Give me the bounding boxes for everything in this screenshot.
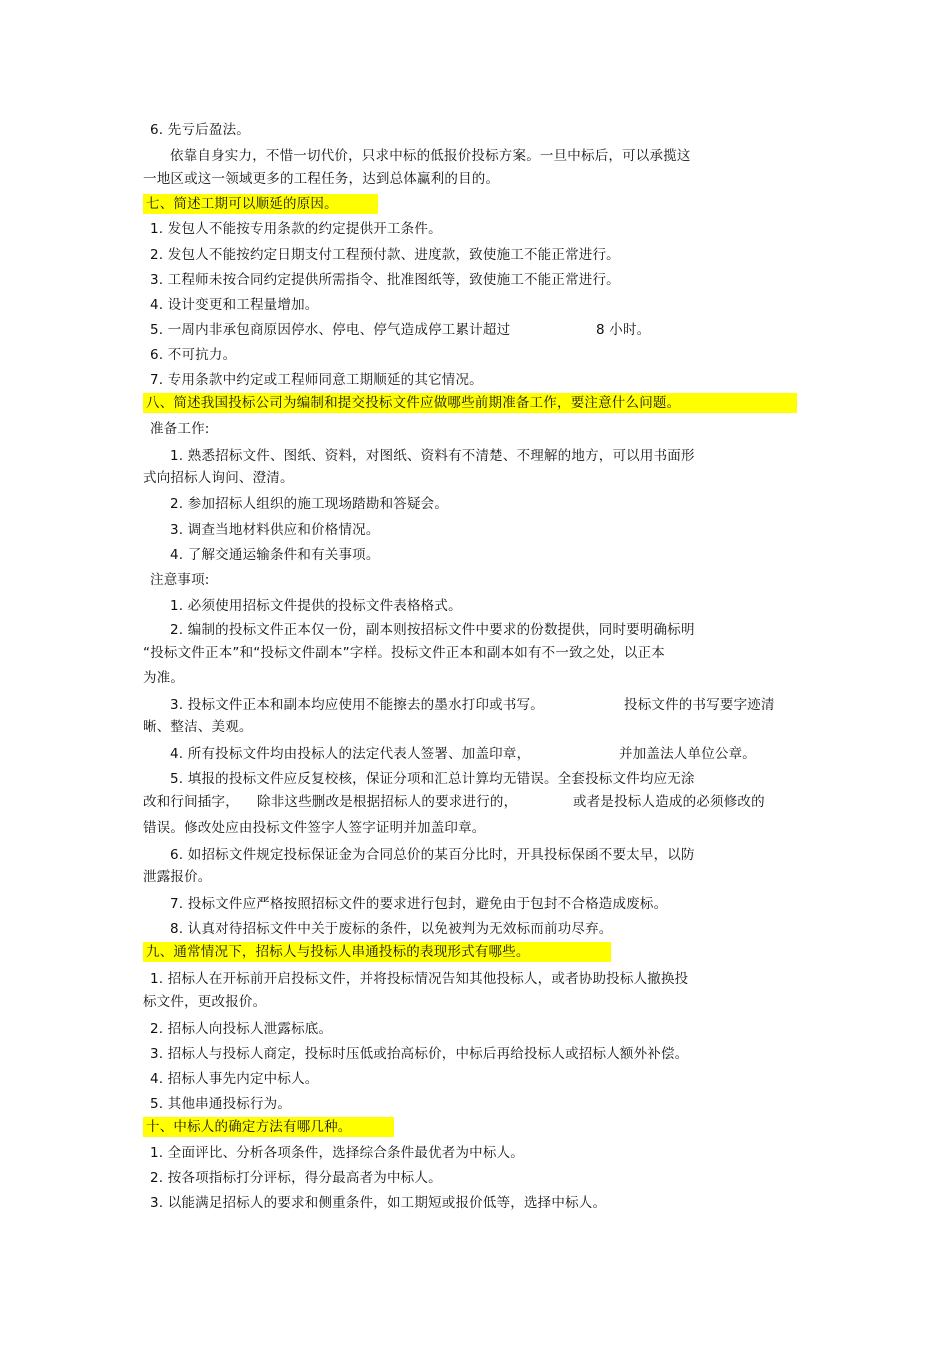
paragraph-line: 依靠自身实力，不惜一切代价，只求中标的低报价投标方案。一旦中标后，可以承揽这 (170, 148, 691, 164)
list-item: 2. 编制的投标文件正本仅一份，副本则按招标文件中要求的份数提供，同时要明确标明 (170, 622, 695, 638)
list-item: 2. 招标人向投标人泄露标底。 (150, 1021, 333, 1037)
list-item-continuation: “投标文件正本”和“投标文件副本”字样。投标文件正本和副本如有不一致之处，以正本 (143, 645, 665, 661)
subheading: 注意事项: (150, 572, 210, 588)
list-item: 4. 招标人事先内定中标人。 (150, 1071, 319, 1087)
list-item-continuation: 并加盖法人单位公章。 (619, 746, 756, 762)
list-item-continuation: 为准。 (143, 670, 185, 686)
list-item: 5. 填报的投标文件应反复校核，保证分项和汇总计算均无错误。全套投标文件均应无涂 (170, 771, 695, 787)
list-item: 4. 所有投标文件均由投标人的法定代表人签署、加盖印章， (170, 746, 531, 762)
subheading: 准备工作: (150, 421, 210, 437)
list-item-continuation: 晰、整洁、美观。 (143, 719, 253, 735)
list-item: 4. 了解交通运输条件和有关事项。 (170, 547, 380, 563)
list-item: 3. 招标人与投标人商定，投标时压低或抬高标价，中标后再给投标人或招标人额外补偿。 (150, 1046, 689, 1062)
list-item: 3. 工程师未按合同约定提供所需指令、批准图纸等，致使施工不能正常进行。 (150, 272, 620, 288)
list-item: 5. 其他串通投标行为。 (150, 1096, 292, 1112)
list-item: 2. 发包人不能按约定日期支付工程预付款、进度款，致使施工不能正常进行。 (150, 247, 620, 263)
list-item-continuation: 改和行间插字， (143, 794, 239, 810)
list-item: 2. 按各项指标打分评标，得分最高者为中标人。 (150, 1170, 442, 1186)
list-item: 6. 先亏后盈法。 (150, 122, 250, 138)
list-item: 2. 参加招标人组织的施工现场踏勘和答疑会。 (170, 496, 449, 512)
list-item-continuation: 投标文件的书写要字迹清 (624, 697, 775, 713)
list-item: 1. 发包人不能按专用条款的约定提供开工条件。 (150, 221, 442, 237)
list-item: 6. 如招标文件规定投标保证金为合同总价的某百分比时，开具投标保函不要太早，以防 (170, 847, 695, 863)
list-item: 7. 投标文件应严格按照招标文件的要求进行包封，避免由于包封不合格造成废标。 (170, 896, 668, 912)
list-item-continuation: 或者是投标人造成的必须修改的 (573, 794, 765, 810)
list-item: 5. 一周内非承包商原因停水、停电、停气造成停工累计超过 (150, 322, 511, 338)
list-item-continuation: 除非这些删改是根据招标人的要求进行的， (257, 794, 518, 810)
list-item: 1. 招标人在开标前开启投标文件，并将投标情况告知其他投标人，或者协助投标人撤换投 (150, 971, 689, 987)
list-item: 1. 全面评比、分析各项条件，选择综合条件最优者为中标人。 (150, 1145, 524, 1161)
list-item: 1. 熟悉招标文件、图纸、资料，对图纸、资料有不清楚、不理解的地方，可以用书面形 (170, 448, 695, 464)
list-item: 6. 不可抗力。 (150, 347, 237, 363)
list-item: 1. 必须使用招标文件提供的投标文件表格格式。 (170, 598, 462, 614)
list-item: 8. 认真对待招标文件中关于废标的条件，以免被判为无效标而前功尽弃。 (170, 921, 613, 937)
list-item: 4. 设计变更和工程量增加。 (150, 297, 319, 313)
list-item: 7. 专用条款中约定或工程师同意工期顺延的其它情况。 (150, 372, 483, 388)
list-item-continuation: 泄露报价。 (143, 869, 212, 885)
list-item: 3. 投标文件正本和副本均应使用不能擦去的墨水打印或书写。 (170, 697, 544, 713)
section-heading-8: 八、简述我国投标公司为编制和提交投标文件应做哪些前期准备工作，要注意什么问题。 (143, 393, 797, 413)
paragraph-line: 一地区或这一领域更多的工程任务，达到总体赢利的目的。 (143, 171, 500, 187)
section-heading-7: 七、简述工期可以顺延的原因。 (143, 194, 378, 214)
list-item-continuation: 式向招标人询问、澄清。 (143, 470, 294, 486)
list-item: 3. 以能满足招标人的要求和侧重条件，如工期短或报价低等，选择中标人。 (150, 1195, 607, 1211)
list-item: 3. 调查当地材料供应和价格情况。 (170, 522, 380, 538)
section-heading-9: 九、通常情况下，招标人与投标人串通投标的表现形式有哪些。 (143, 942, 611, 962)
list-item-continuation: 标文件，更改报价。 (143, 994, 267, 1010)
list-item-continuation: 8 小时。 (596, 322, 651, 338)
section-heading-10: 十、中标人的确定方法有哪几种。 (143, 1117, 394, 1137)
list-item-continuation: 错误。修改处应由投标文件签字人签字证明并加盖印章。 (143, 820, 486, 836)
